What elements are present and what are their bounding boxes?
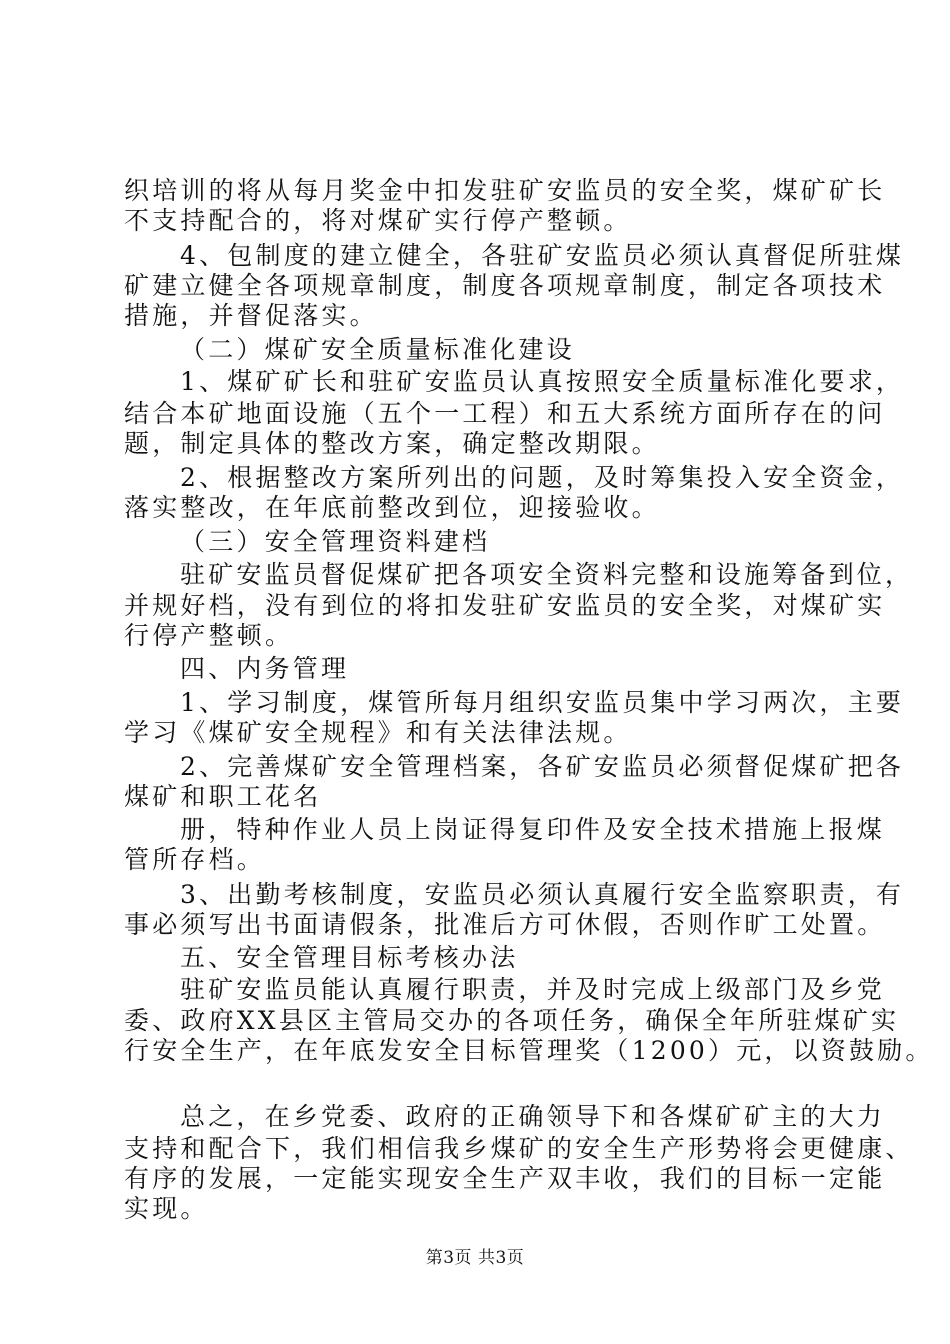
- text-line: 行安全生产，在年底发安全目标管理奖（1200）元，以资鼓励。: [124, 1036, 934, 1065]
- text-line: 驻矿安监员督促煤矿把各项安全资料完整和设施筹备到位，: [180, 560, 914, 589]
- text-line: 总之，在乡党委、政府的正确领导下和各煤矿矿主的大力: [180, 1102, 886, 1131]
- text-line: 委、政府XX县区主管局交办的各项任务，确保全年所驻煤矿实: [124, 1006, 900, 1035]
- text-line: 结合本矿地面设施（五个一工程）和五大系统方面所存在的问: [124, 399, 886, 428]
- text-line: 实现。: [124, 1194, 209, 1223]
- text-line: 管所存档。: [124, 845, 266, 874]
- text-line: 3、出勤考核制度，安监员必须认真履行安全监察职责，有: [180, 880, 905, 909]
- text-line: 落实整改，在年底前整改到位，迎接验收。: [124, 493, 660, 522]
- text-line: 有序的发展，一定能实现安全生产双丰收，我们的目标一定能: [124, 1164, 886, 1193]
- text-line: 支持和配合下，我们相信我乡煤矿的安全生产形势将会更健康、: [124, 1134, 914, 1163]
- section-heading: （三）安全管理资料建档: [180, 527, 491, 556]
- text-line: 驻矿安监员能认真履行职责，并及时完成上级部门及乡党: [180, 975, 886, 1004]
- text-line: 措施，并督促落实。: [124, 301, 378, 330]
- text-line: 并规好档，没有到位的将扣发驻矿安监员的安全奖，对煤矿实: [124, 591, 886, 620]
- text-line: 矿建立健全各项规章制度，制度各项规章制度，制定各项技术: [124, 271, 886, 300]
- text-line: 题，制定具体的整改方案，确定整改期限。: [124, 429, 660, 458]
- text-line: 4、包制度的建立健全，各驻矿安监员必须认真督促所驻煤: [180, 241, 905, 270]
- section-heading: 五、安全管理目标考核办法: [180, 943, 519, 972]
- text-line: 1、煤矿矿长和驻矿安监员认真按照安全质量标准化要求，: [180, 367, 905, 396]
- text-line: 学习《煤矿安全规程》和有关法律法规。: [124, 718, 632, 747]
- text-line: 煤矿和职工花名: [124, 782, 322, 811]
- text-line: 不支持配合的，将对煤矿实行停产整顿。: [124, 206, 632, 235]
- section-heading: （二）煤矿安全质量标准化建设: [180, 335, 575, 364]
- text-line: 事必须写出书面请假条，批准后方可休假，否则作旷工处置。: [124, 910, 886, 939]
- text-line: 2、根据整改方案所列出的问题，及时筹集投入安全资金，: [180, 463, 905, 492]
- text-line: 册，特种作业人员上岗证得复印件及安全技术措施上报煤: [180, 815, 886, 844]
- text-line: 织培训的将从每月奖金中扣发驻矿安监员的安全奖，煤矿矿长: [124, 176, 886, 205]
- text-line: 2、完善煤矿安全管理档案，各矿安监员必须督促煤矿把各: [180, 752, 905, 781]
- text-line: 1、学习制度，煤管所每月组织安监员集中学习两次，主要: [180, 688, 905, 717]
- page-footer: 第3页 共3页: [425, 1248, 525, 1268]
- text-line: 行停产整顿。: [124, 621, 294, 650]
- section-heading: 四、内务管理: [180, 654, 350, 683]
